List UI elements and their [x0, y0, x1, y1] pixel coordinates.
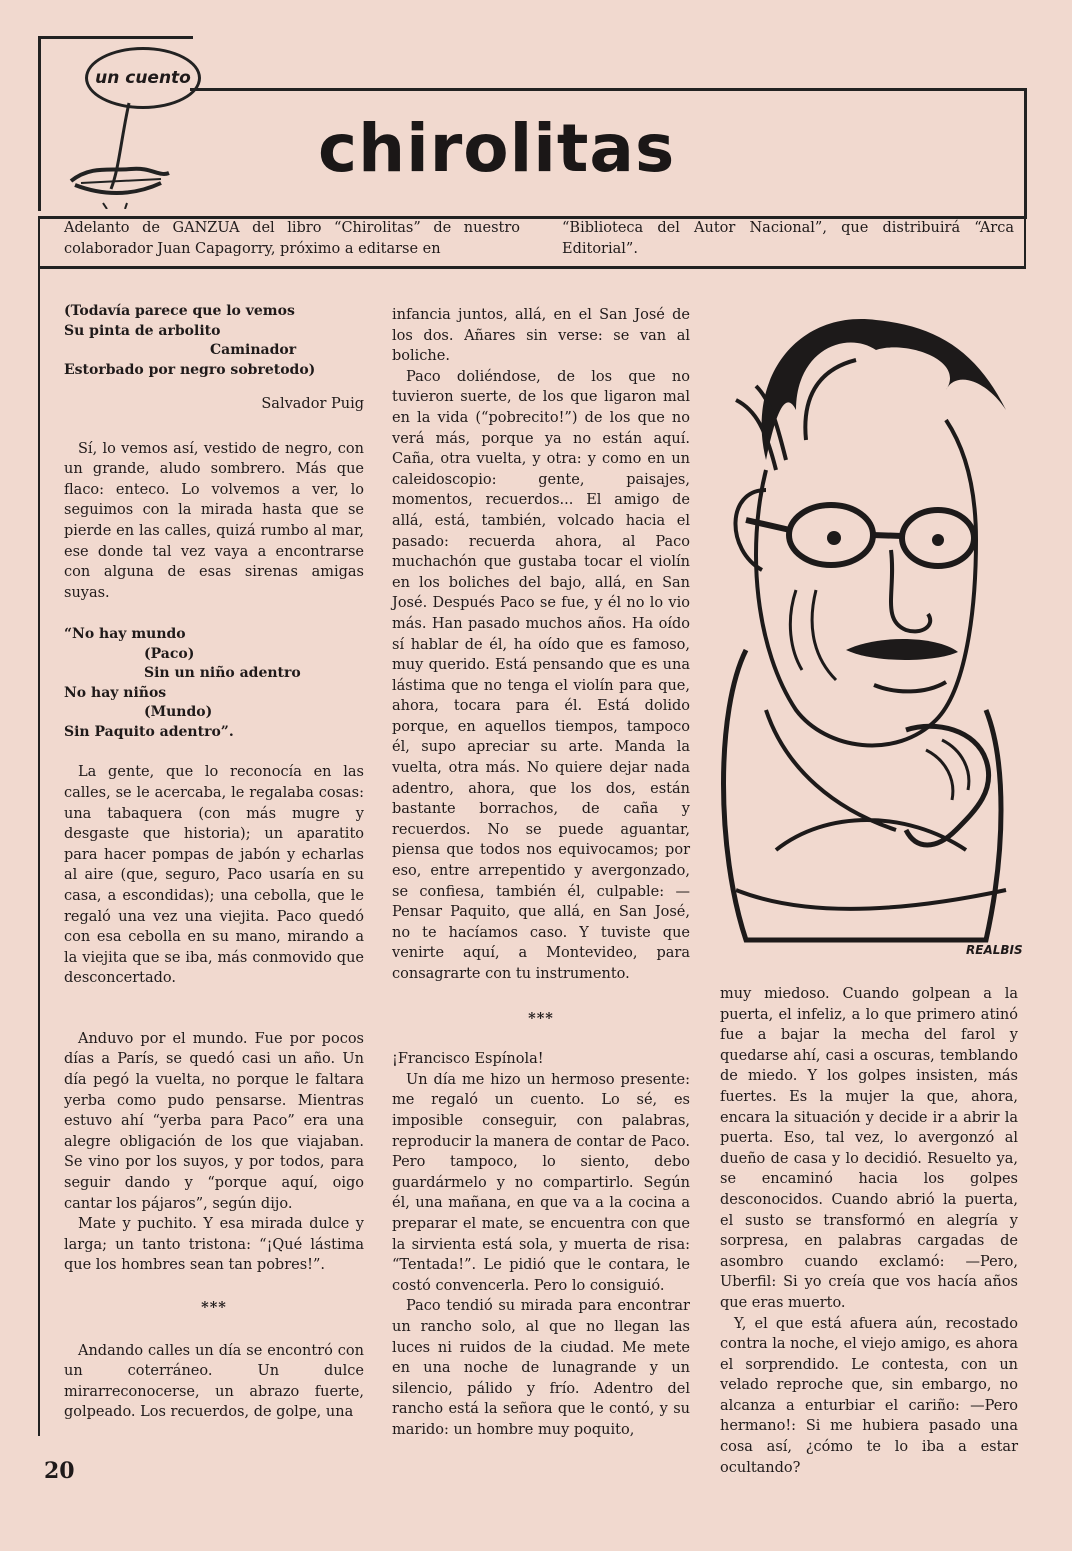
section-break: ***	[528, 1009, 554, 1027]
paragraph: Anduvo por el mundo. Fue por pocos días a París, se quedó casi un año. Un día pegó la vuelta, no porque le faltara yerba como pudo pensarse. Mientras estuvo ahí “yerba para Paco” era una alegre obligación de los que viajaban. Se vino por los suyos, y por todos, para seguir dando y “porque aquí, oigo cantar los pájaros”, según dijo.	[64, 1030, 364, 1212]
paragraph: infancia juntos, allá, en el San José de los dos. Añares sin verse: se van al boliche.	[392, 307, 690, 365]
paragraph: La gente, que lo reconocía en las calles, se le acercaba, le regalaba cosas: una tabaquera (con más mugre y desgaste que historia); un aparatito para hacer pompas de jabón y echarlas al aire (que, seguro, Paco usaría en su casa, a escondidas); una cebolla, que le regaló una vez una viejita. Paco quedó con esa cebolla en su mano, mirando a la viejita que se iba, más conmovido que desconcertado.	[64, 764, 364, 987]
column-3	[720, 984, 1018, 1478]
intro-text-right: “Biblioteca del Autor Nacional”, que distribuirá “Arca Editorial”.	[562, 220, 1014, 257]
quote-verse	[64, 625, 364, 742]
verse-line: No hay niños	[64, 684, 167, 701]
verse-line: “No hay mundo	[64, 626, 186, 643]
verse-line: Su pinta de arbolito	[64, 322, 221, 339]
page-number: 20	[44, 1458, 75, 1484]
left-border	[38, 216, 40, 1436]
mouth-drawing-icon	[41, 99, 191, 209]
verse-line: (Mundo)	[144, 704, 213, 721]
column-1	[64, 302, 364, 1423]
paragraph: ¡Francisco Espínola!	[392, 1051, 544, 1068]
right-border	[1024, 216, 1026, 266]
verse-line: Sin Paquito adentro”.	[64, 723, 234, 740]
epigraph-author: Salvador Puig	[261, 396, 364, 412]
section-break: ***	[201, 1299, 227, 1316]
paragraph: Y, el que está afuera aún, recostado contra la noche, el viejo amigo, es ahora el sorprendido. Le contesta, con un velado reproche que, sin embargo, no alcanza a enturbiar el cariño: —Pero hermano!: Si me hubiera pasado una cosa así, ¿cómo te lo iba a estar ocultando?	[720, 1315, 1018, 1476]
verse-line: (Paco)	[144, 645, 195, 662]
verse-line: Estorbado por negro sobretodo)	[64, 361, 316, 378]
paragraph: Un día me hizo un hermoso presente: me regaló un cuento. Lo sé, es imposible conseguir, con palabras, reproducir la manera de contar de Paco. Pero tampoco, lo siento, debo guardármelo y no compartirlo. Según él, una mañana, en que va a la cocina a preparar el mate, se encuentra con que la sirvienta está sola, y muerta de risa: “Tentada!”. Le pidió que le contara, le costó convencerla. Pero lo consiguió.	[392, 1071, 690, 1294]
paragraph: Mate y puchito. Y esa mirada dulce y larga; un tanto tristona: “¡Qué lástima que los hombres sean tan pobres!”.	[64, 1216, 364, 1274]
logo-text: un cuento	[95, 68, 191, 88]
paragraph: muy miedoso. Cuando golpean a la puerta, el infeliz, a lo que primero atinó fue a bajar la mecha del farol y quedarse ahí, casi a oscuras, temblando de miedo. Y los golpes insisten, más fuertes. Es la mujer la que, ahora, encara la situación y decide ir a abrir la puerta. Eso, tal vez, lo avergonzó al dueño de casa y lo decidió. Resuelto ya, se encaminó hacia los golpes desconocidos. Cuando abrió la puerta, el susto se transformó en alegría y sorpresa, en palabras cargadas de asombro cuando exclamó: —Pero, Uberfil: Si yo creía que vos hacía años que eras muerto.	[720, 986, 1018, 1311]
intro-rule	[38, 266, 1026, 269]
paragraph: Paco tendió su mirada para encontrar un rancho solo, al que no llegan las luces ni ruidos de la ciudad. Me mete en una noche de lunagrande y un silencio, pálido y frío. Adentro del rancho está la señora que le contó, y su marido: un hombre muy poquito,	[392, 1298, 690, 1438]
paragraph: Paco doliéndose, de los que no tuvieron suerte, de los que ligaron mal en la vida (“pobrecito!”) de los que no verá más, porque ya no están aquí. Caña, otra vuelta, y otra: y como en un caleidoscopio: gente, paisajes, momentos, recuerdos... El amigo de allá, está, también, volcado hacia el pasado: recuerda ahora, al Paco muchachón que gustaba tocar el violín en los boliches del bajo, allá, en San José. Después Paco se fue, y él no lo vio más. Han pasado muchos años. Ha oído sí hablar de él, ha oído que es famoso, muy querido. Está pensando que es una lástima que no tenga el violín para que, ahora, tocara para él. Está dolido porque, en aquellos tiempos, tampoco él, supo apreciar su arte. Manda la vuelta, otra más. No quiere dejar nada adentro, ahora, que los dos, están bastante borrachos, de caña y recuerdos. No se puede aguantar, piensa que todos nos equivocamos; por eso, entre arrepentido y avergonzado, se confiesa, también él, culpable: —Pensar Paquito, que allá, en San José, no te hacíamos caso. Y tuviste que venirte aquí, a Montevideo, para consagrarte con tu instrumento.	[392, 368, 690, 982]
epigraph-verse	[64, 302, 364, 380]
column-2	[392, 305, 690, 1440]
illustrator-signature: REALBIS	[966, 943, 1023, 957]
story-logo	[38, 36, 193, 211]
caricature-illustration	[706, 290, 1022, 966]
page-title: chirolitas	[318, 110, 676, 187]
paragraph: Andando calles un día se encontró con un coterráneo. Un dulce mirarreconocerse, un abrazo fuerte, golpeado. Los recuerdos, de golpe, una	[64, 1342, 364, 1421]
verse-line: Sin un niño adentro	[144, 665, 301, 682]
intro-text-left: Adelanto de GANZUA del libro “Chirolitas” de nuestro colaborador Juan Capagorry, próximo a editarse en	[64, 220, 520, 257]
verse-line: Caminador	[210, 342, 297, 358]
verse-line: (Todavía parece que lo vemos	[64, 303, 295, 319]
paragraph: Sí, lo vemos así, vestido de negro, con un grande, aludo sombrero. Más que flaco: enteco. Lo volvemos a ver, lo seguimos con la mirada hasta que se pierde en las calles, quizá rumbo al mar, ese donde tal vez vaya a encontrarse con alguna de esas sirenas amigas suyas.	[64, 440, 364, 601]
